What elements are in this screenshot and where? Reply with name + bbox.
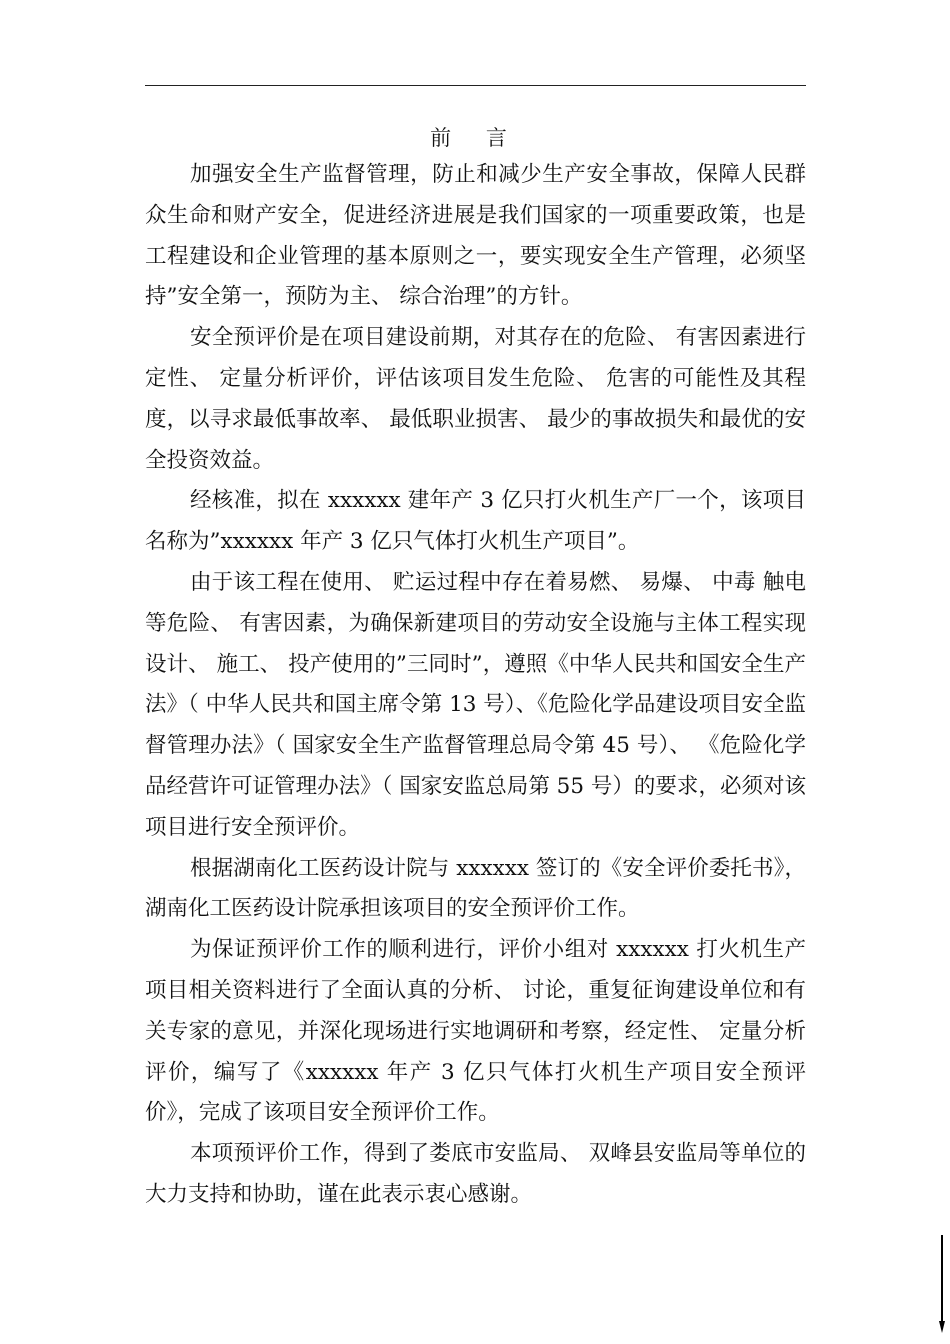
- page-title: 前 言: [430, 126, 521, 150]
- margin-marker-line: [939, 1235, 945, 1335]
- paragraph-7: 本项预评价工作，得到了娄底市安监局、 双峰县安监局等单位的大力支持和协助，谨在此表示衷心感谢。: [145, 1141, 806, 1207]
- paragraph-6: 为保证预评价工作的顺利进行，评价小组对 xxxxxx 打火机生产项目相关资料进行了全面认真的分析、 讨论，重复征询建设单位和有关专家的意见，并深化现场进行实地调研和考察，经定性、 定量分析评价，编写了《xxxxxx 年产 3 亿只气体打火机生产项目安全预评价》，完成了该项目安全预评价工作。: [145, 937, 806, 1126]
- margin-marker-icon: [939, 1235, 945, 1335]
- paragraph-4: 由于该工程在使用、 贮运过程中存在着易燃、 易爆、 中毒 触电等危险、 有害因素，为确保新建项目的劳动安全设施与主体工程实现设计、 施工、 投产使用的”三同时”，遵照《中华人民共和国安全生产法》（ 中华人民共和国主席令第 13 号）、《危险化学品建设项目安全监督管理办法》（ 国家安全生产监督管理总局令第 45 号）、 《危险化学品经营许可证管理办法》（ 国家安监总局第 55 号）的要求，必须对该项目进行安全预评价。: [145, 569, 806, 840]
- header-rule: [145, 85, 806, 86]
- paragraph-5: 根据湖南化工医药设计院与 xxxxxx 签订的《安全评价委托书》，湖南化工医药设计院承担该项目的安全预评价工作。: [145, 855, 806, 922]
- paragraph-3: 经核准，拟在 xxxxxx 建年产 3 亿只打火机生产厂一个，该项目名称为”xxxxxx 年产 3 亿只气体打火机生产项目”。: [145, 488, 806, 555]
- body-text: [145, 155, 806, 1216]
- paragraph-1: 加强安全生产监督管理，防止和减少生产安全事故，保障人民群众生命和财产安全，促进经济进展是我们国家的一项重要政策，也是工程建设和企业管理的基本原则之一，要实现安全生产管理，必须坚持”安全第一，预防为主、 综合治理”的方针。: [145, 162, 806, 310]
- paragraph-2: 安全预评价是在项目建设前期，对其存在的危险、 有害因素进行定性、 定量分析评价，评估该项目发生危险、 危害的可能性及其程度，以寻求最低事故率、 最低职业损害、 最少的事故损失和最优的安全投资效益。: [145, 325, 806, 473]
